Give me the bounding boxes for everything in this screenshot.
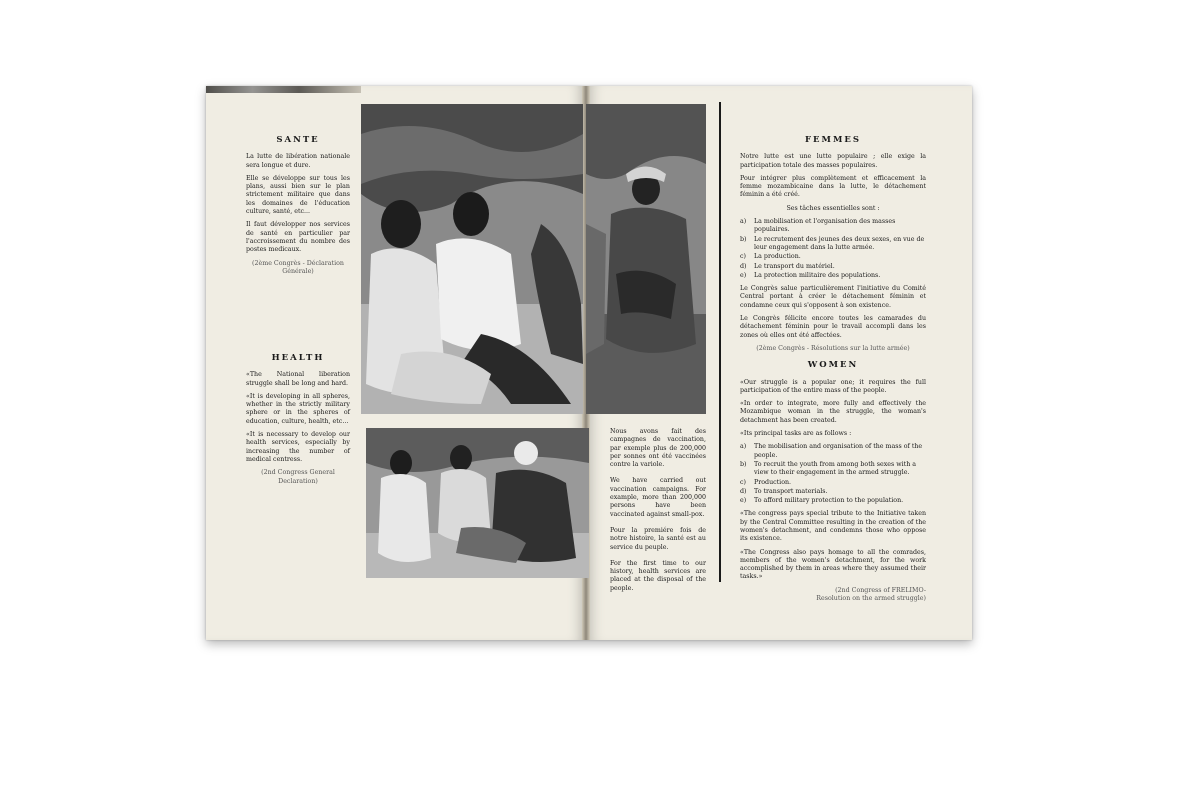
- women-paragraph-2: «In order to integrate, more fully and effectively the Mozambique woman in the struggle, the woman's detachment has been created.: [740, 400, 926, 424]
- photo-medic-treating-patient: [361, 104, 583, 414]
- women-task-list: [740, 443, 926, 505]
- femmes-task-e-marker: e): [740, 271, 747, 279]
- women-task-b: [740, 461, 926, 478]
- femmes-heading: FEMMES: [805, 135, 861, 145]
- women-heading: WOMEN: [807, 360, 859, 371]
- women-task-e-marker: e): [740, 497, 747, 505]
- femmes-task-b-marker: b): [740, 235, 747, 243]
- femmes-task-d-text: Le transport du matériel.: [754, 262, 835, 270]
- women-task-a-marker: a): [740, 443, 747, 451]
- femmes-task-e-text: La protection militaire des populations.: [754, 271, 881, 279]
- women-task-a: [740, 443, 926, 460]
- femmes-task-a-text: La mobilisation et l'organisation des masses populaires.: [754, 218, 896, 234]
- women-citation-line-1: (2nd Congress of FRELIMO-: [835, 586, 926, 594]
- femmes-task-list: [740, 218, 926, 280]
- page-edge-shadow: [206, 86, 361, 93]
- femmes-task-b: [740, 236, 926, 253]
- women-task-e: [740, 497, 926, 505]
- health-heading: HEALTH: [271, 353, 325, 363]
- photo-soldiers-seated: [586, 104, 706, 414]
- column-divider-rule: [719, 102, 721, 582]
- women-task-c-text: Production.: [754, 478, 792, 486]
- women-task-d-text: To transport materials.: [754, 487, 828, 495]
- women-task-a-text: The mobilisation and organisation of the mass of the people.: [754, 443, 923, 459]
- women-paragraph-1: «Our struggle is a popular one; it requires the full participation of the entire mass of the people.: [740, 378, 926, 394]
- femmes-task-e: [740, 272, 926, 280]
- sante-paragraph-2: Elle se développe sur tous les plans, aussi bien sur le plan strictement militaire que dans les domaines de l'éducation culture, santé, etc...: [246, 174, 350, 216]
- health-paragraph-1: «The National liberation struggle shall be long and hard.: [246, 371, 350, 387]
- women-paragraph-5: «The Congress also pays homage to all the comrades, members of the women's detachment, for the work accomplished by them in areas where they assumed their tasks.»: [740, 548, 926, 581]
- women-task-b-marker: b): [740, 460, 747, 468]
- women-task-c: [740, 479, 926, 487]
- health-citation: (2nd Congress General Declaration): [261, 469, 335, 485]
- femmes-section: [740, 136, 926, 603]
- women-paragraph-3: «Its principal tasks are as follows :: [740, 430, 852, 438]
- health-paragraph-2: «It is developing in all spheres, whether in the strictly military sphere or in the spheres of education, culture, health, etc...: [246, 392, 350, 425]
- women-citation-line-2: Resolution on the armed struggle): [816, 595, 926, 603]
- femmes-task-c-text: La production.: [754, 253, 801, 261]
- open-booklet-spread: [206, 86, 972, 640]
- femmes-task-c-marker: c): [740, 253, 746, 261]
- femmes-task-a-marker: a): [740, 218, 747, 226]
- sante-citation: (2ème Congrès - Déclaration Générale): [252, 259, 344, 275]
- femmes-paragraph-4: Le Congrès salue particulièrement l'initiative du Comité Central portant à créer le détachement féminin et condamne ceux qui s'opposent à son existence.: [740, 285, 926, 309]
- femmes-task-d: [740, 263, 926, 271]
- femmes-paragraph-1: Notre lutte est une lutte populaire ; elle exige la participation totale des masses populaires.: [740, 153, 926, 169]
- vaccination-section: [610, 428, 706, 598]
- sante-heading: SANTE: [276, 135, 320, 145]
- vaccination-en-1: We have carried out vaccination campaigns. For example, more than 200,000 persons have been vaccinated against small-pox.: [610, 477, 706, 518]
- health-paragraph-3: «It is necessary to develop our health services, especially by increasing the number of medical centress.: [246, 431, 350, 463]
- women-task-c-marker: c): [740, 478, 746, 486]
- women-task-b-text: To recruit the youth from among both sexes with a view to their engagement in the armed struggle.: [754, 460, 917, 477]
- women-task-e-text: To afford military protection to the population.: [754, 497, 904, 505]
- sante-paragraph-3: Il faut développer nos services de santé en particulier par l'accroissement du nombre des postes medicaux.: [246, 221, 350, 254]
- vaccination-fr-1: Nous avons fait des campagnes de vaccination, par exemple plus de 200,000 per sonnes ont été vaccinées contre la variole.: [610, 428, 706, 469]
- sante-section: [246, 136, 350, 276]
- sante-paragraph-1: La lutte de libération nationale sera longue et dure.: [246, 153, 350, 169]
- women-task-d-marker: d): [740, 487, 747, 495]
- photo-wound-dressing: [366, 428, 589, 578]
- women-task-d: [740, 488, 926, 496]
- femmes-paragraph-2: Pour intégrer plus complètement et efficacement la femme mozambicaine dans la lutte, le détachement féminin a été créé.: [740, 174, 926, 199]
- vaccination-fr-2: Pour la premiére fois de notre histoire, la santé est au service du peuple.: [610, 526, 706, 551]
- femmes-task-d-marker: d): [740, 262, 747, 270]
- femmes-paragraph-5: Le Congrès félicite encore toutes les camarades du détachement féminin pour le travail accompli dans les zones où elles ont été affectées.: [740, 315, 926, 339]
- femmes-paragraph-3: Ses tâches essentielles sont :: [786, 204, 880, 212]
- femmes-citation: (2ème Congrès - Résolutions sur la lutte armée): [756, 344, 910, 352]
- femmes-task-c: [740, 253, 926, 261]
- health-section: [246, 354, 350, 486]
- femmes-task-b-text: Le recrutement des jeunes des deux sexes, en vue de leur engagement dans la lutte armée.: [754, 235, 925, 251]
- vaccination-en-2: For the first time to our history, health services are placed at the disposal of the people.: [610, 559, 706, 592]
- women-paragraph-4: «The congress pays special tribute to the Initiative taken by the Central Committee resulting in the creation of the women's detachment, and condemns those who oppose its existence.: [740, 510, 926, 543]
- femmes-task-a: [740, 218, 926, 235]
